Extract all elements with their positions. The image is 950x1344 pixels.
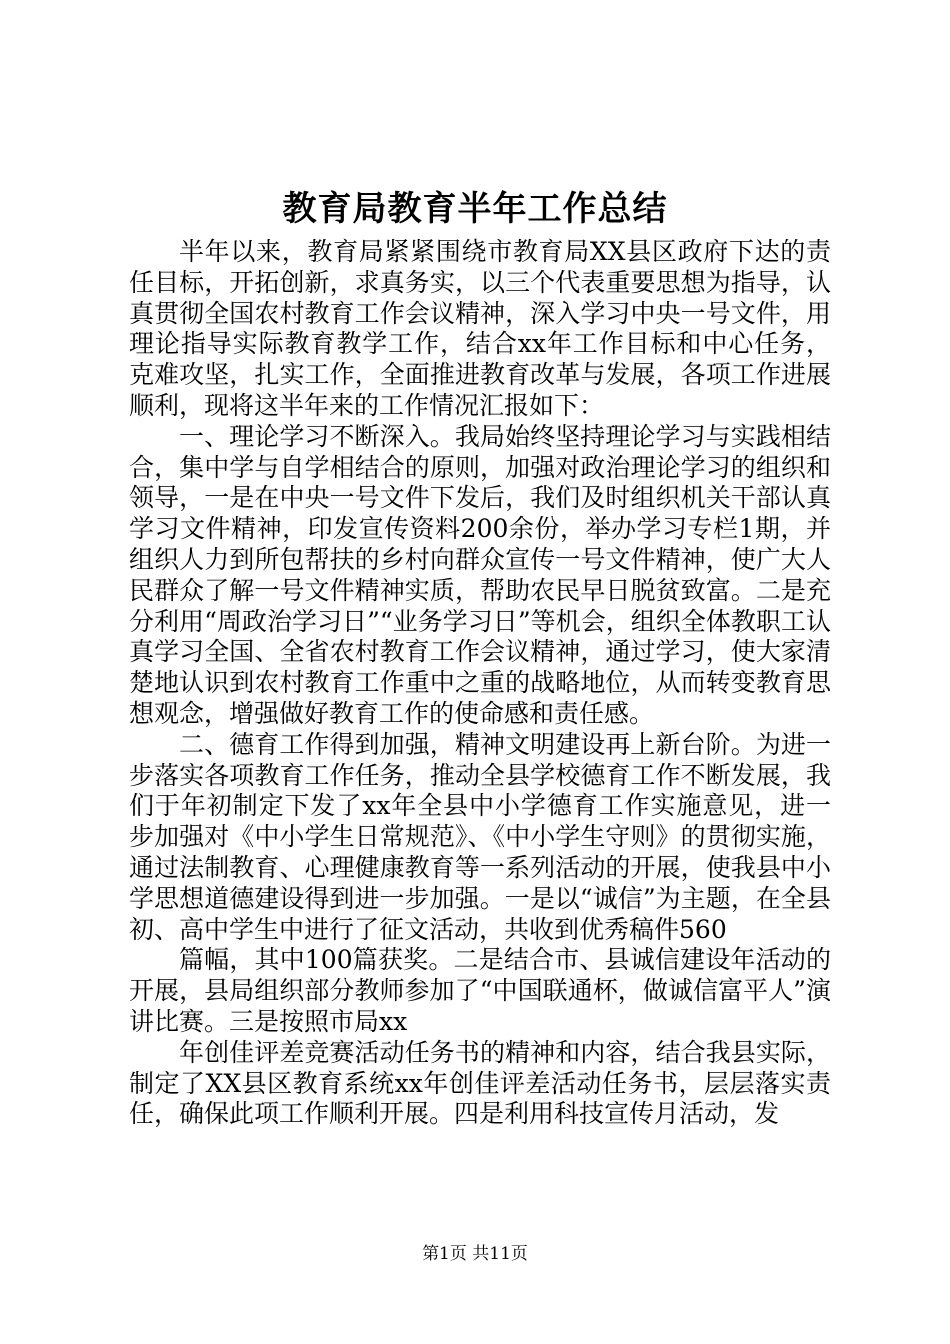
document-title: 教育局教育半年工作总结 (282, 189, 668, 229)
document-body (129, 237, 831, 1130)
paragraph-intro: 半年以来，教育局紧紧围绕市教育局XX县区政府下达的责任目标，开拓创新，求真务实，以三个代表重要思想为指导，认真贯彻全国农村教育工作会议精神，深入学习中央一号文件，用理论指导实际教育教学工作，结合xx年工作目标和中心任务，克难攻坚，扎实工作，全面推进教育改革与发展，各项工作进展顺利，现将这半年来的工作情况汇报如下： (129, 237, 831, 420)
page-number-footer: 第1页 共11页 (422, 1244, 528, 1264)
paragraph-moral-education: 二、德育工作得到加强，精神文明建设再上新台阶。为进一步落实各项教育工作任务，推动全县学校德育工作不断发展，我们于年初制定下发了xx年全县中小学德育工作实施意见，进一步加强对《中小学生日常规范》、《中小学生守则》的贯彻实施，通过法制教育、心理健康教育等一系列活动的开展，使我县中小学思想道德建设得到进一步加强。一是以“诚信”为主题，在全县初、高中学生中进行了征文活动，共收到优秀稿件560 (129, 729, 831, 944)
paragraph-essay-awards: 篇幅，其中100篇获奖。二是结合市、县诚信建设年活动的开展，县局组织部分教师参加了“中国联通杯，做诚信富平人”演讲比赛。三是按照市局xx (129, 945, 831, 1036)
paragraph-evaluation-task: 年创佳评差竞赛活动任务书的精神和内容，结合我县实际，制定了XX县区教育系统xx年创佳评差活动任务书，层层落实责任，确保此项工作顺利开展。四是利用科技宣传月活动，发 (129, 1037, 831, 1129)
paragraph-theory-study: 一、理论学习不断深入。我局始终坚持理论学习与实践相结合，集中学与自学相结合的原则，加强对政治理论学习的组织和领导，一是在中央一号文件下发后，我们及时组织机关干部认真学习文件精神，印发宣传资料200余份，举办学习专栏1期，并组织人力到所包帮扶的乡村向群众宣传一号文件精神，使广大人民群众了解一号文件精神实质，帮助农民早日脱贫致富。二是充分利用“周政治学习日”“业务学习日”等机会，组织全体教职工认真学习全国、全省农村教育工作会议精神，通过学习，使大家清楚地认识到农村教育工作重中之重的战略地位，从而转变教育思想观念，增强做好教育工作的使命感和责任感。 (129, 421, 831, 728)
